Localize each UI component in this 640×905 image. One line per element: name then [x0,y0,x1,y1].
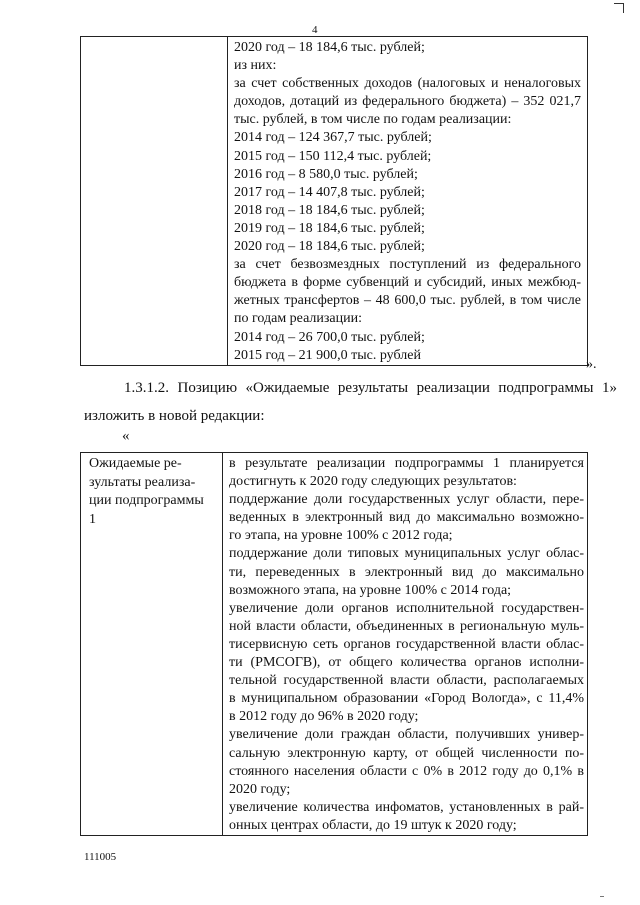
result-line: веденных в электронный вид до максимально возможно- [229,510,584,526]
scan-speck [600,896,604,897]
result-line: го этапа, на уровне 100% с 2012 года; [229,528,453,544]
funding-line: 2019 год – 18 184,6 тыс. рублей; [234,220,425,236]
result-line: ти (РМСОГВ), от общего количества органов исполни- [229,655,584,671]
results-table-right-cell [223,453,588,836]
result-line: тисервисную сеть органов государственной власти облас- [229,636,584,652]
funding-line: 2016 год – 8 580,0 тыс. рублей; [234,166,418,182]
funding-line: 2020 год – 18 184,6 тыс. рублей; [234,40,425,55]
funding-line: из них: [234,58,277,74]
results-label-line: зультаты реализа- [89,474,196,490]
results-label-line: ции подпрограммы [89,493,204,508]
funding-line: бюджета в форме субвенций и субсидий, иных межбюд- [234,275,581,291]
result-line: возможного этапа, на уровне 100% с 2014 года; [229,582,512,598]
result-line: ной власти области, объединенных в региональную муль- [229,618,584,634]
result-line: поддержание доли типовых муниципальных услуг облас- [229,546,584,562]
result-line: в результате реализации подпрограммы 1 планируется [229,456,584,471]
result-line: сальную электронную карту, от общей численности по- [229,745,584,761]
result-line: стоянного населения области с 0% в 2012 году до 0,1% в [229,763,584,779]
funding-table-right-cell [228,37,588,366]
paragraph-line-1: 1.3.1.2. Позицию «Ожидаемые результаты реализации подпрограммы 1» [124,380,617,396]
funding-table-left-cell [81,37,228,366]
funding-line: по годам реализации: [234,311,362,327]
funding-line: 2017 год – 14 407,8 тыс. рублей; [234,184,425,200]
closing-quote: ». [586,357,597,372]
opening-quote: « [122,428,130,444]
results-label-line: Ожидаемые ре- [89,456,182,471]
funding-line: 2018 год – 18 184,6 тыс. рублей; [234,202,425,218]
result-line: поддержание доли государственных услуг области, пере- [229,492,584,508]
result-line: 2020 году; [229,781,291,797]
corner-mark [614,3,624,13]
result-line: ти, переведенных в электронный вид до максимально [229,564,584,580]
funding-line: 2014 год – 124 367,7 тыс. рублей; [234,130,432,146]
result-line: увеличение количества инфоматов, установленных в рай- [229,799,584,815]
result-line: увеличение доли органов исполнительной государствен- [229,600,584,616]
funding-line: 2015 год – 21 900,0 тыс. рублей [234,347,421,363]
funding-table [80,36,588,366]
result-line: достигнуть к 2020 году следующих результатов: [229,474,517,490]
results-table-left-cell [81,453,223,836]
results-table [80,452,588,836]
paragraph-line-2: изложить в новой редакции: [84,408,265,424]
document-code: 111005 [84,851,117,863]
funding-line: за счет безвозмездных поступлений из федерального [234,257,581,273]
page-number: 4 [312,24,318,36]
funding-line: 2020 год – 18 184,6 тыс. рублей; [234,239,425,255]
funding-line: тыс. рублей, в том числе по годам реализации: [234,112,512,128]
result-line: в муниципальном образовании «Город Вологда», с 11,4% [229,691,584,707]
result-line: тельной государственной власти области, располагаемых [229,673,584,689]
funding-line: доходов, дотаций из федерального бюджета) – 352 021,7 [234,94,581,110]
funding-line: за счет собственных доходов (налоговых и неналоговых [234,76,581,92]
funding-line: 2014 год – 26 700,0 тыс. рублей; [234,329,425,345]
result-line: онных центрах области, до 19 штук к 2020 году; [229,817,517,833]
result-line: в 2012 году до 96% в 2020 году; [229,709,419,725]
results-label-line: 1 [89,511,96,527]
funding-line: жетных трансфертов – 48 600,0 тыс. рублей, в том числе [234,293,581,309]
result-line: увеличение доли граждан области, получивших универ- [229,727,584,743]
funding-line: 2015 год – 150 112,4 тыс. рублей; [234,148,432,164]
